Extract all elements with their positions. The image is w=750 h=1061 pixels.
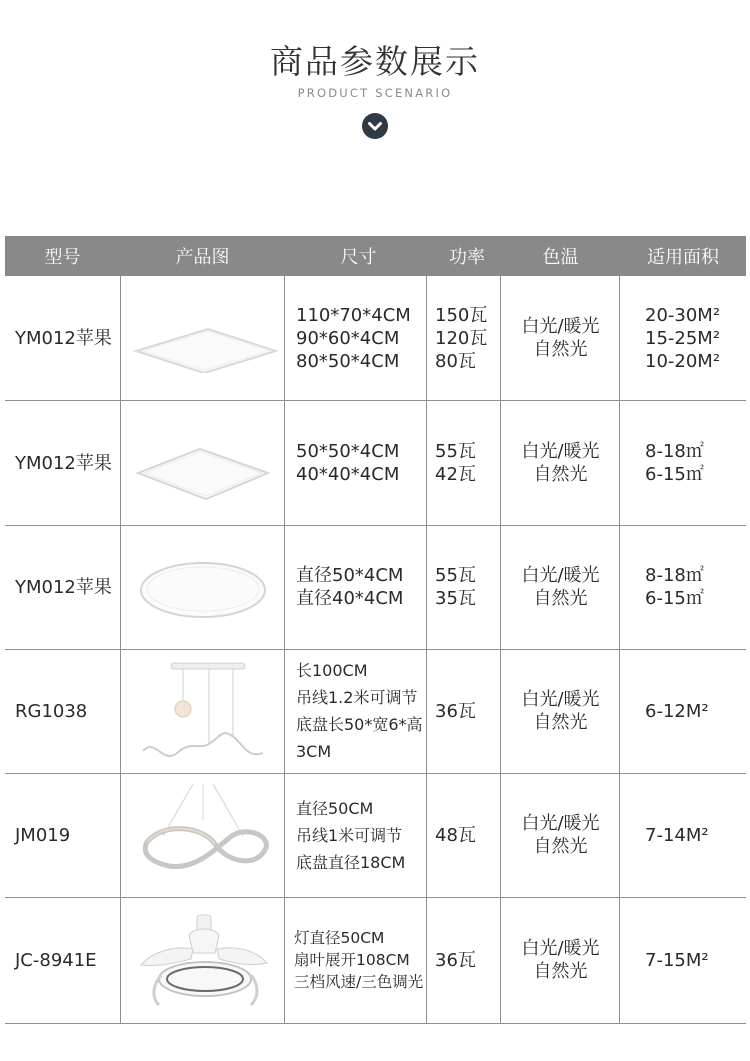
col-image: 产品图 — [175, 247, 230, 268]
power-cell: 36瓦 — [435, 949, 476, 971]
col-temp: 色温 — [542, 247, 579, 268]
square-lamp-icon — [128, 423, 278, 503]
area-cell: 20-30M² 15-25M² 10-20M² — [645, 304, 721, 372]
col-model: 型号 — [44, 247, 81, 268]
size-cell: 灯直径50CM 扇叶展开108CM 三档风速/三色调光 — [294, 929, 424, 991]
model-cell: RG1038 — [15, 700, 88, 722]
table-row — [5, 897, 746, 1024]
col-area: 适用面积 — [647, 247, 719, 268]
area-cell: 7-15M² — [645, 949, 709, 971]
power-cell: 36瓦 — [435, 700, 476, 722]
ribbon-chandelier-icon — [133, 780, 273, 890]
table-row — [5, 773, 746, 898]
size-cell: 110*70*4CM 90*60*4CM 80*50*4CM — [296, 304, 411, 372]
model-cell: YM012苹果 — [15, 576, 112, 598]
size-cell: 直径50*4CM 直径40*4CM — [296, 565, 404, 609]
area-cell: 8-18㎡ 6-15㎡ — [645, 441, 704, 485]
table-row — [5, 649, 746, 774]
page-title: 商品参数展示 — [270, 42, 480, 81]
product-image — [121, 649, 284, 773]
round-lamp-icon — [133, 552, 273, 622]
product-image — [121, 525, 284, 649]
temp-cell: 白光/暖光 自然光 — [521, 689, 600, 733]
pendant-lamp-icon — [133, 653, 273, 769]
size-cell: 50*50*4CM 40*40*4CM — [296, 441, 400, 485]
table-row — [5, 276, 746, 401]
model-cell: JC-8941E — [15, 949, 97, 971]
col-power: 功率 — [449, 247, 485, 268]
size-cell: 直径50CM 吊线1米可调节 底盘直径18CM — [296, 798, 406, 872]
table-row — [5, 401, 746, 526]
table-header — [5, 236, 746, 276]
temp-cell: 白光/暖光 自然光 — [521, 565, 600, 609]
temp-cell: 白光/暖光 自然光 — [521, 813, 600, 857]
rectangle-lamp-icon — [128, 303, 278, 373]
model-cell: JM019 — [15, 824, 71, 846]
product-image — [121, 401, 284, 525]
fan-lamp-icon — [133, 905, 273, 1015]
power-cell: 48瓦 — [435, 824, 476, 846]
size-cell: 长100CM 吊线1.2米可调节 底盘长50*宽6*高 3CM — [296, 661, 423, 761]
chevron-down-icon[interactable] — [362, 113, 388, 139]
spec-table — [5, 236, 746, 276]
area-cell: 6-12M² — [645, 700, 709, 722]
product-image — [121, 897, 284, 1023]
page-subtitle: PRODUCT SCENARIO — [297, 86, 453, 100]
area-cell: 7-14M² — [645, 824, 709, 846]
temp-cell: 白光/暖光 自然光 — [521, 938, 600, 982]
power-cell: 150瓦 120瓦 80瓦 — [435, 304, 488, 372]
power-cell: 55瓦 35瓦 — [435, 565, 476, 609]
area-cell: 8-18㎡ 6-15㎡ — [645, 565, 704, 609]
product-image — [121, 276, 284, 400]
power-cell: 55瓦 42瓦 — [435, 441, 476, 485]
temp-cell: 白光/暖光 自然光 — [521, 441, 600, 485]
model-cell: YM012苹果 — [15, 452, 112, 474]
product-image — [121, 773, 284, 897]
table-row — [5, 525, 746, 650]
col-size: 尺寸 — [340, 247, 377, 268]
temp-cell: 白光/暖光 自然光 — [521, 316, 600, 360]
model-cell: YM012苹果 — [15, 327, 112, 349]
